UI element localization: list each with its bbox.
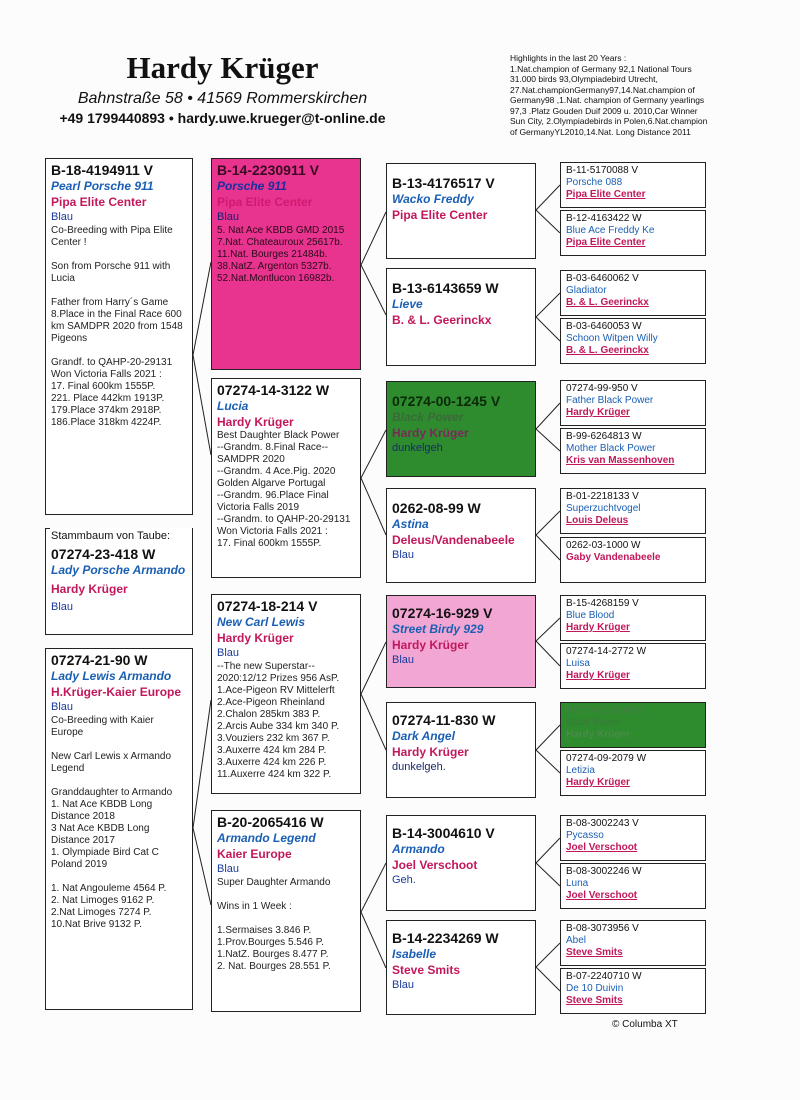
mother-ring: 07274-21-90 W (51, 652, 148, 668)
father-breeder: Pipa Elite Center (51, 195, 147, 209)
highlights-title: Highlights in the last 20 Years : (510, 53, 627, 63)
connector (361, 212, 386, 265)
ff-description: 5. Nat Ace KBDB GMD 2015 7.Nat. Chateauroux 25617b. 11.Nat. Bourges 21484b. 38.NatZ. Argenton 5327b. 52.Nat.Montlucon 16982b. (217, 225, 345, 284)
g4-3-breeder: B. & L. Geerinckx (566, 297, 649, 308)
mf-name: New Carl Lewis (217, 615, 306, 629)
g4-6-name: Mother Black Power (566, 443, 656, 454)
connector (361, 478, 386, 535)
subject-color: Blau (51, 601, 74, 613)
fmm-ring: 0262-08-99 W (392, 500, 481, 516)
g4-5-ring: 07274-99-950 V (566, 383, 638, 394)
g4-14-name: Luna (566, 878, 589, 889)
g4-9-ring: B-15-4268159 V (566, 598, 639, 609)
g4-7-ring: B-01-2218133 V (566, 491, 639, 502)
g4-8 (560, 537, 706, 583)
mmm-ring: B-14-2234269 W (392, 930, 499, 946)
connector (361, 863, 386, 912)
g4-5-breeder: Hardy Krüger (566, 407, 630, 418)
mm-color: Blau (217, 863, 240, 875)
g4-12-name: Letizia (566, 765, 595, 776)
connector (536, 429, 560, 451)
connector (193, 700, 211, 828)
mother-card (45, 648, 193, 1010)
fmm-card (386, 488, 536, 583)
mm-card (211, 810, 361, 1012)
connector (536, 750, 560, 773)
g4-15 (560, 920, 706, 966)
g4-13-breeder: Joel Verschoot (566, 842, 638, 853)
g4-7-name: Superzuchtvogel (566, 503, 641, 514)
g4-10-name: Luisa (566, 658, 590, 669)
g4-9 (560, 595, 706, 641)
father-description: Co-Breeding with Pipa Elite Center ! Son from Porsche 911 with Lucia Father from Harry´s Game 8.Place in the Final Race 600 km SAMDPR 2020 from 1548 Pigeons Grandf. to QAHP-20-29131 Won Victoria Falls 2021 : 17. Final 600km 1555P. 221. Place 442km 1913P. 179.Place 374km 2918P. 186.Place 318km 4224P. (51, 225, 183, 428)
subject-caption: Stammbaum von Taube: (51, 530, 171, 542)
g4-6-ring: B-99-6264813 W (566, 431, 642, 442)
fmm-color: Blau (392, 549, 415, 561)
g4-11-name: Black Power (566, 717, 622, 728)
g4-1 (560, 162, 706, 208)
g4-12-ring: 07274-09-2079 W (566, 753, 647, 764)
highlights (510, 53, 713, 137)
fmf-card (386, 381, 536, 477)
connector (536, 293, 560, 317)
ff-ring: B-14-2230911 V (217, 162, 319, 178)
g4-9-name: Blue Blood (566, 610, 615, 621)
g4-10 (560, 643, 706, 689)
g4-16-ring: B-07-2240710 W (566, 971, 642, 982)
mf-breeder: Hardy Krüger (217, 631, 294, 645)
breeder-name: Hardy Krüger (126, 50, 319, 85)
mm-name: Armando Legend (217, 831, 316, 845)
mother-color: Blau (51, 701, 74, 713)
mm-breeder: Kaier Europe (217, 847, 292, 861)
g4-13-name: Pycasso (566, 830, 604, 841)
ff-name: Porsche 911 (217, 179, 287, 193)
fmf-name: Black Power (392, 410, 464, 424)
mff-name: Street Birdy 929 (392, 622, 484, 636)
connector (536, 943, 560, 967)
connector (361, 265, 386, 315)
fmm-breeder: Deleus/Vandenabeele (392, 533, 515, 547)
fmf-breeder: Hardy Krüger (392, 426, 469, 440)
father-card (45, 158, 193, 515)
mm-description: Super Daughter Armando Wins in 1 Week : 1.Sermaises 3.846 P. 1.Prov.Bourges 5.546 P. 1.NatZ. Bourges 8.477 P. 2. Nat. Bourges 28.551 P. (217, 877, 331, 972)
g4-10-ring: 07274-14-2772 W (566, 646, 647, 657)
fmf-color: dunkelgeh (392, 442, 443, 454)
mmm-name: Isabelle (392, 947, 437, 961)
g4-8-ring: 0262-03-1000 W (566, 540, 641, 551)
g4-6 (560, 428, 706, 474)
ffm-card (386, 268, 536, 366)
mfm-card (386, 702, 536, 798)
mf-card (211, 594, 361, 794)
connector (536, 863, 560, 886)
ff-breeder: Pipa Elite Center (217, 195, 313, 209)
mf-description: --The new Superstar-- 2020:12/12 Prizes 956 AsP. 1.Ace-Pigeon RV Mittelerft 2.Ace-Pigeon Rheinland 2.Chalon 285km 383 P. 2.Arcis Aube 334 km 340 P. 3.Vouziers 232 km 367 P. 3.Auxerre 424 km 284 P. 3.Auxerre 424 km 226 P. 11.Auxerre 424 km 322 P. (217, 661, 340, 780)
g4-2-ring: B-12-4163422 W (566, 213, 642, 224)
g4-3-ring: B-03-6460062 V (566, 273, 639, 284)
g4-16-name: De 10 Duivin (566, 983, 624, 994)
connector (536, 210, 560, 233)
mmm-breeder: Steve Smits (392, 963, 461, 977)
mfm-color: dunkelgeh. (392, 761, 446, 773)
g4-1-ring: B-11-5170088 V (566, 165, 639, 176)
g4-13 (560, 815, 706, 861)
g4-9-breeder: Hardy Krüger (566, 622, 630, 633)
connector (536, 618, 560, 641)
g4-7 (560, 488, 706, 534)
connector (193, 355, 211, 455)
fff-ring: B-13-4176517 V (392, 175, 495, 191)
g4-4-ring: B-03-6460053 W (566, 321, 642, 332)
mmf-card (386, 815, 536, 911)
g4-1-name: Porsche 088 (566, 177, 623, 188)
ff-card (211, 158, 361, 370)
mfm-ring: 07274-11-830 W (392, 712, 496, 728)
g4-15-name: Abel (566, 935, 587, 946)
g4-5 (560, 380, 706, 426)
fm-breeder: Hardy Krüger (217, 415, 294, 429)
g4-3 (560, 270, 706, 316)
g4-2-name: Blue Ace Freddy Ke (566, 225, 655, 236)
g4-4-breeder: B. & L. Geerinckx (566, 345, 649, 356)
subject-ring: 07274-23-418 W (51, 546, 156, 562)
connector (536, 838, 560, 863)
fff-card (386, 163, 536, 259)
fm-card (211, 378, 361, 578)
connector (536, 511, 560, 535)
g4-8-name: Gaby Vandenabeele (566, 552, 661, 563)
fmf-ring: 07274-00-1245 V (392, 393, 501, 409)
mf-ring: 07274-18-214 V (217, 598, 318, 614)
subject-name: Lady Porsche Armando (51, 563, 186, 577)
mfm-breeder: Hardy Krüger (392, 745, 469, 759)
connector (361, 912, 386, 968)
mmf-name: Armando (392, 842, 445, 856)
father-ring: B-18-4194911 V (51, 162, 153, 178)
g4-2 (560, 210, 706, 256)
connector (536, 967, 560, 991)
mmf-color: Geh. (392, 874, 416, 886)
fm-ring: 07274-14-3122 W (217, 382, 330, 398)
g4-12 (560, 750, 706, 796)
breeder-address: Bahnstraße 58 • 41569 Rommerskirchen (77, 90, 368, 107)
fm-description: Best Daughter Black Power --Grandm. 8.Final Race-- SAMDPR 2020 --Grandm. 4 Ace.Pig. 2020 Golden Algarve Portugal --Grandm. 96.Place Final Victoria Falls 2019 --Grandm. to QAHP-20-29131 Won Victoria Falls 2021 : 17. Final 600km 1555P. (217, 430, 351, 549)
highlights-text: 1.Nat.champion of Germany 92,1 National Tours 31.000 birds 93,Olympiadebird Utrecht, 27.Nat.championGermany97,14.Nat.champion of Germany98 ,1.Nat. champion of Germany yearlings 97,3 .Platz Gouden Duif 2009 u. 2010,Car Winner Sun City, 2.Olympiadebirds in Polen,6.Nat.champion of GermanyYL2010,14.Nat. Long Distance 2011 (510, 63, 708, 137)
g4-4-name: Schoon Witpen Willy (566, 333, 658, 344)
g4-13-ring: B-08-3002243 V (566, 818, 639, 829)
copyright: © Columba XT (612, 1019, 678, 1030)
connector (536, 185, 560, 210)
mff-card (386, 595, 536, 688)
g4-3-name: Gladiator (566, 285, 607, 296)
connector (536, 725, 560, 750)
connector (536, 403, 560, 429)
g4-15-breeder: Steve Smits (566, 947, 623, 958)
g4-4 (560, 318, 706, 364)
connector (361, 430, 386, 478)
father-name: Pearl Porsche 911 (51, 179, 154, 193)
g4-2-breeder: Pipa Elite Center (566, 237, 646, 248)
mff-breeder: Hardy Krüger (392, 638, 469, 652)
ffm-name: Lieve (392, 297, 423, 311)
g4-10-breeder: Hardy Krüger (566, 670, 630, 681)
mmf-ring: B-14-3004610 V (392, 825, 495, 841)
g4-1-breeder: Pipa Elite Center (566, 189, 646, 200)
breeder-contact: +49 1799440893 • hardy.uwe.krueger@t-online.de (59, 110, 386, 126)
ff-color: Blau (217, 211, 240, 223)
mf-color: Blau (217, 647, 240, 659)
connector (193, 828, 211, 905)
g4-12-breeder: Hardy Krüger (566, 777, 630, 788)
g4-11 (560, 702, 706, 748)
subject-breeder: Hardy Krüger (51, 582, 128, 596)
g4-16-breeder: Steve Smits (566, 995, 623, 1006)
ffm-ring: B-13-6143659 W (392, 280, 499, 296)
mother-name: Lady Lewis Armando (51, 669, 172, 683)
fff-name: Wacko Freddy (392, 192, 474, 206)
g4-7-breeder: Louis Deleus (566, 515, 629, 526)
mff-color: Blau (392, 654, 415, 666)
connector (193, 262, 211, 355)
mmm-color: Blau (392, 979, 415, 991)
mmf-breeder: Joel Verschoot (392, 858, 478, 872)
mm-ring: B-20-2065416 W (217, 814, 324, 830)
caption-rule (46, 528, 50, 529)
mother-description: Co-Breeding with Kaier Europe New Carl Lewis x Armando Legend Granddaughter to Armando 1. Nat Ace KBDB Long Distance 2018 3 Nat Ace KBDB Long Distance 2017 1. Olympiade Bird Cat C Poland 2019 1. Nat Angouleme 4564 P. 2. Nat Limoges 9162 P. 2.Nat Limoges 7274 P. 10.Nat Brive 9132 P. (51, 715, 173, 930)
g4-14-breeder: Joel Verschoot (566, 890, 638, 901)
fm-name: Lucia (217, 399, 249, 413)
mother-breeder: H.Krüger-Kaier Europe (51, 685, 182, 699)
fff-breeder: Pipa Elite Center (392, 208, 488, 222)
father-color: Blau (51, 211, 74, 223)
mff-ring: 07274-16-929 V (392, 605, 493, 621)
ffm-breeder: B. & L. Geerinckx (392, 313, 492, 327)
g4-16 (560, 968, 706, 1014)
mfm-name: Dark Angel (392, 729, 455, 743)
subject-card (45, 528, 193, 635)
g4-14 (560, 863, 706, 909)
fmm-name: Astina (392, 517, 429, 531)
connector (536, 535, 560, 560)
g4-11-breeder: Hardy Krüger (566, 729, 630, 740)
mmm-card (386, 920, 536, 1015)
g4-14-ring: B-08-3002246 W (566, 866, 642, 877)
g4-11-ring: 07274-00-1245 V (566, 705, 644, 716)
g4-5-name: Father Black Power (566, 395, 654, 406)
g4-6-breeder: Kris van Massenhoven (566, 455, 675, 466)
connector (536, 641, 560, 666)
connector (536, 317, 560, 341)
connector (361, 694, 386, 750)
g4-15-ring: B-08-3073956 V (566, 923, 639, 934)
connector (361, 642, 386, 694)
